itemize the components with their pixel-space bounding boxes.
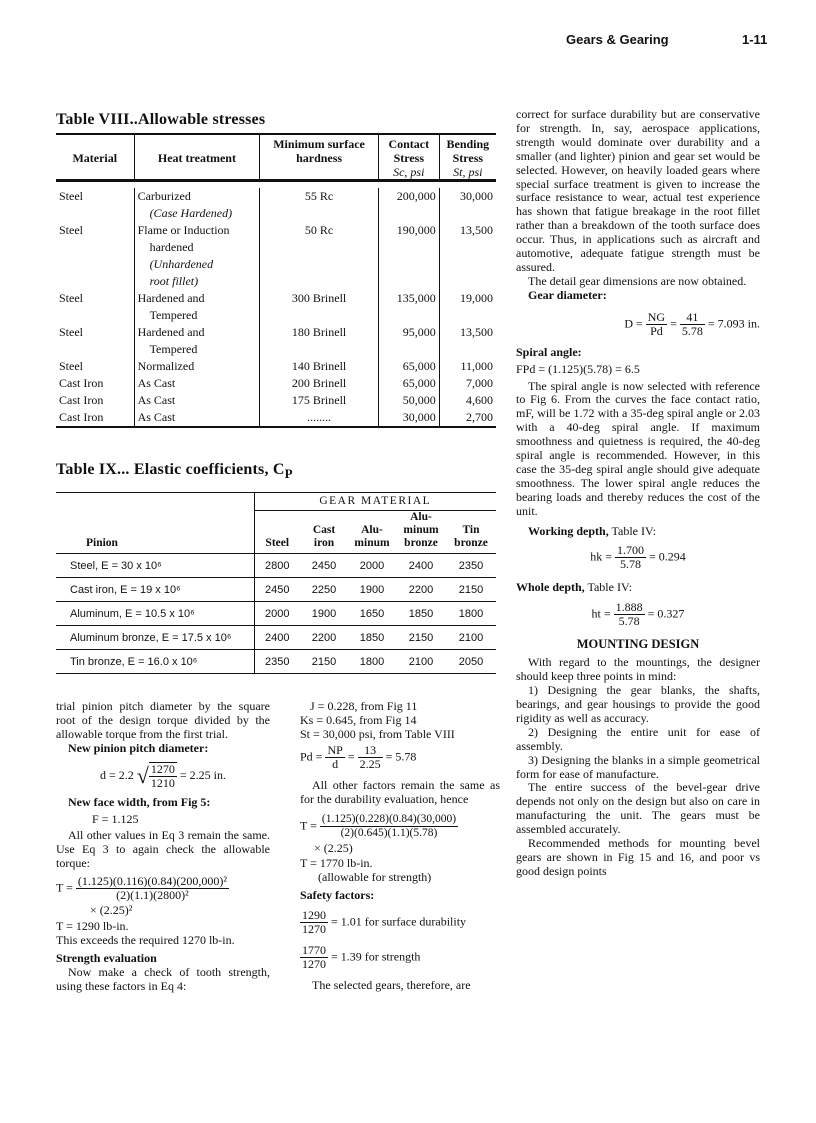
col3-para-6: Recommended methods for mounting bevel gears are shown in Fig 15 and 16, and poor vs good design points	[516, 836, 760, 878]
table9-header-steel: Steel	[265, 537, 290, 549]
table9-row	[56, 650, 496, 674]
table9-cell-value: 1850	[408, 607, 434, 620]
table8-cell-material: Cast Iron	[59, 393, 104, 407]
table9-cell-value: 2150	[408, 631, 434, 644]
table9-cell-value: 1650	[359, 607, 385, 620]
table8-cell-heat: Hardened and Tempered	[134, 324, 260, 358]
table9-cell-value: 2000	[265, 607, 290, 620]
col2-para-2: The selected gears, therefore, are	[312, 978, 471, 993]
table9-row	[56, 554, 496, 578]
table9-header-alu: Alu- minum	[354, 524, 390, 549]
table9-cell-pinion: Steel, E = 30 x 10⁶	[56, 554, 254, 578]
table8-cell-material: Steel	[59, 223, 83, 237]
table9-cell-value: 1800	[458, 607, 484, 620]
table8-header-bending: Bending Stress St, psi	[439, 134, 496, 180]
table9-cell-pinion: Tin bronze, E = 16.0 x 10⁶	[56, 650, 254, 674]
table8-cell-heat: Hardened and Tempered	[134, 290, 260, 324]
table8-cell-bending: 30,000	[439, 188, 496, 222]
table9-cell-value: 1850	[359, 631, 385, 644]
table9-cell-value: 2400	[265, 631, 290, 644]
table8-header-heat: Heat treatment	[134, 134, 260, 180]
col1-para-4: Now make a check of tooth strength, using these factors in Eq 4:	[56, 964, 270, 993]
table9-title: Table IX... Elastic coefficients, $C_P$	[56, 461, 293, 482]
table8-cell-bending: 13,500	[439, 222, 496, 290]
table8-cell-heat: Normalized	[134, 358, 260, 375]
table9-cell-value: 1900	[359, 583, 385, 596]
col2-torque-note: (allowable for strength)	[318, 870, 432, 885]
col3-heading-working-depth: Working depth,	[528, 523, 609, 538]
table8-cell-material: Steel	[59, 291, 83, 305]
col2-eq-torque-result: T = 1770 lb-in.	[300, 856, 373, 871]
col3-heading-spiral: Spiral angle:	[516, 344, 582, 359]
table8-cell-contact: 190,000	[378, 222, 439, 290]
table9-cell-value: 2250	[311, 583, 337, 596]
table9-header-pinion: Pinion	[56, 511, 254, 554]
col3-item-1: 1) Designing the gear blanks, the shafts, bearings, and gear housings to provide the good rigidity as well as accuracy.	[516, 683, 760, 725]
column-2	[300, 700, 500, 993]
col3-para-1: correct for surface durability but are conservative for strength. In, say, aerospace applications, strength would dominate over durability and a smaller (and lighter) pinion and gear set would be selected. However, on heavily loaded gears where special surface treatment is given to increase the surface resistance to wear, actual test experience has shown that fatigue breakage in the root fillet rather than a breakdown of the tooth surface does occur. Thus, in applications such as aircraft and automotive, adequate fatigue strength must be assured.	[516, 107, 760, 274]
table8-cell-contact: 65,000	[378, 375, 439, 392]
table8-cell-hardness: 200 Brinell	[260, 375, 379, 392]
table8-cell-heat: As Cast	[134, 409, 260, 427]
table9-cell-pinion: Aluminum, E = 10.5 x 10⁶	[56, 602, 254, 626]
table8-cell-hardness: 55 Rc	[260, 188, 379, 222]
table8-row	[56, 324, 496, 358]
col2-line-j: J = 0.228, from Fig 11	[310, 699, 418, 713]
col1-heading-strength: Strength evaluation	[56, 950, 157, 965]
table9-cell-value: 2200	[408, 583, 434, 596]
col3-item-2: 2) Designing the entire unit for ease of assembly.	[516, 724, 760, 753]
table8-cell-contact: 30,000	[378, 409, 439, 427]
table9-cell-value: 2450	[265, 583, 290, 596]
table8-row	[56, 375, 496, 392]
table8-title: Table VIII..Allowable stresses	[56, 111, 266, 128]
table9-cell-value: 2800	[265, 559, 290, 572]
col1-eq-face: F = 1.125	[92, 811, 139, 826]
table8-cell-bending: 4,600	[439, 392, 496, 409]
col1-eq-torque: T = $\frac{\text{(1.125)(0.116)(0.84)(200,000)²}}{\text{(2)(1.1)(2800)²}}$	[56, 874, 228, 903]
table8-cell-bending: 2,700	[439, 409, 496, 427]
table9-header-cast: Cast iron	[312, 524, 336, 549]
table8-body	[56, 188, 496, 428]
table8-row	[56, 290, 496, 324]
col2-heading-safety: Safety factors:	[300, 888, 375, 903]
table9-header-tin: Tin bronze	[454, 524, 488, 549]
table8-cell-bending: 13,500	[439, 324, 496, 358]
table8-cell-material: Steel	[59, 359, 83, 373]
table8-cell-hardness: 140 Brinell	[260, 358, 379, 375]
table8-row	[56, 222, 496, 290]
col2-eq-pd: Pd = $\frac{NP}{d}$ = $\frac{13}{2.25}$ = 5.78	[300, 742, 417, 771]
col1-eq-diameter: d = 2.2 √ $\frac{1270}{1210}$ = 2.25 in.	[100, 761, 226, 790]
table8-cell-heat: Flame or Induction hardened (Unhardened root fillet)	[134, 222, 260, 290]
col3-para-4: With regard to the mountings, the designer should keep three points in mind:	[516, 655, 760, 684]
table9-cell-value: 2350	[458, 559, 484, 572]
table8-cell-heat: As Cast	[134, 392, 260, 409]
table9-row	[56, 602, 496, 626]
table8-cell-hardness: 175 Brinell	[260, 392, 379, 409]
col3-eq-working-depth: hk = $\frac{1.700}{5.78}$ = 0.294	[590, 543, 686, 572]
table9-cell-value: 1900	[311, 607, 337, 620]
table9-cell-value: 2000	[359, 559, 385, 572]
col2-line-st: St = 30,000 psi, from Table VIII	[300, 726, 455, 741]
col2-eq-torque: T = $\frac{(1.125)(0.228)(0.84)(30,000)}{(2)(0.645)(1.1)(5.78)}$	[300, 812, 457, 839]
col1-eq-torque-result: T = 1290 lb-in.	[56, 919, 129, 934]
table9-cell-value: 2050	[458, 655, 484, 668]
table9-cell-value: 2150	[311, 655, 337, 668]
col3-eq-spiral: FPd = (1.125)(5.78) = 6.5	[516, 361, 640, 376]
table9-cell-value: 2350	[265, 655, 290, 668]
table8-cell-material: Cast Iron	[59, 410, 104, 424]
col3-eq-gear-diameter: D = $\frac{NG}{Pd}$ = $\frac{41}{5.78}$ = 7.093 in.	[624, 309, 760, 338]
table8-cell-hardness: 50 Rc	[260, 222, 379, 290]
col1-para-1: trial pinion pitch diameter by the square root of the design torque divided by the allowable torque from the first trial.	[56, 699, 270, 741]
table9-cell-value: 2200	[311, 631, 337, 644]
col3-para-5: The entire success of the bevel-gear drive depends not only on the design but also on care in manufacturing the unit. The gears must be assembled accurately.	[516, 780, 760, 837]
table9-row	[56, 626, 496, 650]
table8-row	[56, 409, 496, 427]
table8-cell-material: Cast Iron	[59, 376, 104, 390]
table8-cell-contact: 200,000	[378, 188, 439, 222]
col2-line-ks: Ks = 0.645, from Fig 14	[300, 712, 417, 727]
table8-header-hardness: Minimum surface hardness	[260, 134, 379, 180]
table8-cell-heat: As Cast	[134, 375, 260, 392]
table8-header-material: Material	[72, 151, 118, 165]
col2-para-1: All other factors remain the same as for the durability evaluation, hence	[300, 777, 500, 806]
table8-header-sc-unit: Sc, psi	[393, 165, 425, 179]
col1-para-2: All other values in Eq 3 remain the same. Use Eq 3 to again check the allowable torque:	[56, 828, 270, 871]
col2-eq-torque-mult: × (2.25)	[314, 840, 353, 855]
col1-heading-pitch: New pinion pitch diameter:	[68, 740, 209, 755]
page-number: 1-11	[742, 32, 768, 47]
table9-header-alubronze: Alu- minum bronze	[403, 511, 439, 549]
col3-para-2: The detail gear dimensions are now obtained.	[528, 273, 747, 288]
table8-cell-bending: 11,000	[439, 358, 496, 375]
table8-row	[56, 358, 496, 375]
table9-cell-value: 2400	[408, 559, 434, 572]
table9-group-header: GEAR MATERIAL	[254, 493, 496, 511]
table9-cell-value: 1800	[359, 655, 385, 668]
table8-cell-hardness: ........	[260, 409, 379, 427]
running-head-title: Gears & Gearing	[566, 32, 669, 47]
table9-cell-pinion: Cast iron, E = 19 x 10⁶	[56, 578, 254, 602]
col3-heading-whole-depth: Whole depth,	[516, 580, 585, 595]
table8-cell-material: Steel	[59, 189, 83, 203]
table8-cell-contact: 50,000	[378, 392, 439, 409]
table8-header-contact: Contact Stress Sc, psi	[378, 134, 439, 180]
col1-heading-face: New face width,	[68, 794, 150, 809]
table9	[56, 492, 496, 674]
table9-row	[56, 578, 496, 602]
col2-safety-durability: $\frac{1290}{1270}$ = 1.01 for surface durability	[302, 908, 467, 937]
col3-para-3: The spiral angle is now selected with reference to Fig 6. From the curves the face contact ratio, mF, will be 1.72 with a 35-deg spiral angle or 2.03 with a 40-deg spiral angle. If maximum smoothness and quietness is required, the 40-deg spiral angle is recommended. However, in this case the 35-deg spiral angle should give adequate smoothness. The lower spiral angle reduces the bearing loads and thereby reduces the cost of the unit.	[516, 378, 760, 518]
col1-para-3: This exceeds the required 1270 lb-in.	[56, 932, 235, 947]
table8-cell-hardness: 180 Brinell	[260, 324, 379, 358]
table9-cell-pinion: Aluminum bronze, E = 17.5 x 10⁶	[56, 626, 254, 650]
col3-heading-mounting: MOUNTING DESIGN	[576, 637, 700, 652]
col1-eq-torque-mult: × (2.25)²	[90, 903, 133, 918]
col3-heading-gear-diameter: Gear diameter:	[528, 287, 607, 302]
table8-cell-bending: 19,000	[439, 290, 496, 324]
table9-cell-value: 2100	[458, 631, 484, 644]
table8-row	[56, 188, 496, 222]
table9-cell-value: 2150	[458, 583, 484, 596]
table8-header-st-unit: St, psi	[453, 165, 483, 179]
table8-cell-contact: 135,000	[378, 290, 439, 324]
col2-safety-strength: $\frac{1770}{1270}$ = 1.39 for strength	[302, 943, 421, 972]
table8	[56, 133, 496, 182]
table8-cell-heat: Carburized (Case Hardened)	[134, 188, 260, 222]
col3-item-3: 3) Designing the blanks in a simple geometrical form for ease of manufacture.	[516, 752, 760, 781]
table8-row	[56, 392, 496, 409]
table8-cell-contact: 65,000	[378, 358, 439, 375]
col3-eq-whole-depth: ht = $\frac{1.888}{5.78}$ = 0.327	[591, 600, 685, 629]
table8-cell-hardness: 300 Brinell	[260, 290, 379, 324]
column-1: trial pinion pitch diameter by the square root of the design torque divided by the allowable torque from the first trial. New pinion pitch diameter: d = 2.2 √ $\frac{1270}{1210}$ = 2.25 in. New face width, from Fig 5: F = 1.125 All other values in Eq 3 remain the same. Use Eq 3 to again check the allowable torque: T = $\frac{\text{(1.125)(0.116)(0.84)(200,000)²}}{\text{(2)(1.1)(2800)²}}$ × (2.25)² T = 1290 lb-in. This exceeds the required 1270 lb-in. Strength evaluation Now make a check of tooth strength, using these factors in Eq 4:	[56, 699, 270, 993]
column-3: correct for surface durability but are conservative for strength. In, say, aerospace applications, strength would dominate over durability and a smaller (and lighter) pinion and gear set would be selected. However, on heavily loaded gears where special surface treatment is given to increase the surface resistance to wear, actual test experience has shown that fatigue breakage in the root fillet rather than a breakdown of the tooth surface does occur. Thus, in applications such as aircraft and automotive, adequate fatigue strength must be assured. The detail gear dimensions are now obtained. Gear diameter: D = $\frac{NG}{Pd}$ = $\frac{41}{5.78}$ = 7.093 in. Spiral angle: FPd = (1.125)(5.78) = 6.5 The spiral angle is now selected with reference to Fig 6. From the curves the face contact ratio, mF, will be 1.72 with a 35-deg spiral angle or 2.03 with a 40-deg spiral angle. If maximum smoothness and quietness is required, the 40-deg spiral angle is recommended. However, in this case the 35-deg spiral angle should give adequate smoothness. The lower spiral angle reduces the bearing loads and thereby reduces the cost of the unit. Working depth, Table IV: hk = $\frac{1.700}{5.78}$ = 0.294 Whole depth, Table IV: ht = $\frac{1.888}{5.78}$ = 0.327 MOUNTING DESIGN With regard to the mountings, the designer should keep three points in mind: 1) Designing the gear blanks, the shafts, bearings, and gear housings to provide the good rigidity as well as accuracy. 2) Designing the entire unit for ease of assembly. 3) Designing the blanks in a simple geometrical form for ease of manufacture. The entire success of the bevel-gear drive depends not only on the design but also on care in manufacturing the unit. The gears must be assembled accurately. Recommended methods for mounting bevel gears are shown in Fig 15 and 16, and poor vs good design points	[516, 107, 760, 878]
table8-cell-material: Steel	[59, 325, 83, 339]
table8-cell-contact: 95,000	[378, 324, 439, 358]
table9-cell-value: 2100	[408, 655, 434, 668]
table9-cell-value: 2450	[311, 559, 337, 572]
table8-cell-bending: 7,000	[439, 375, 496, 392]
